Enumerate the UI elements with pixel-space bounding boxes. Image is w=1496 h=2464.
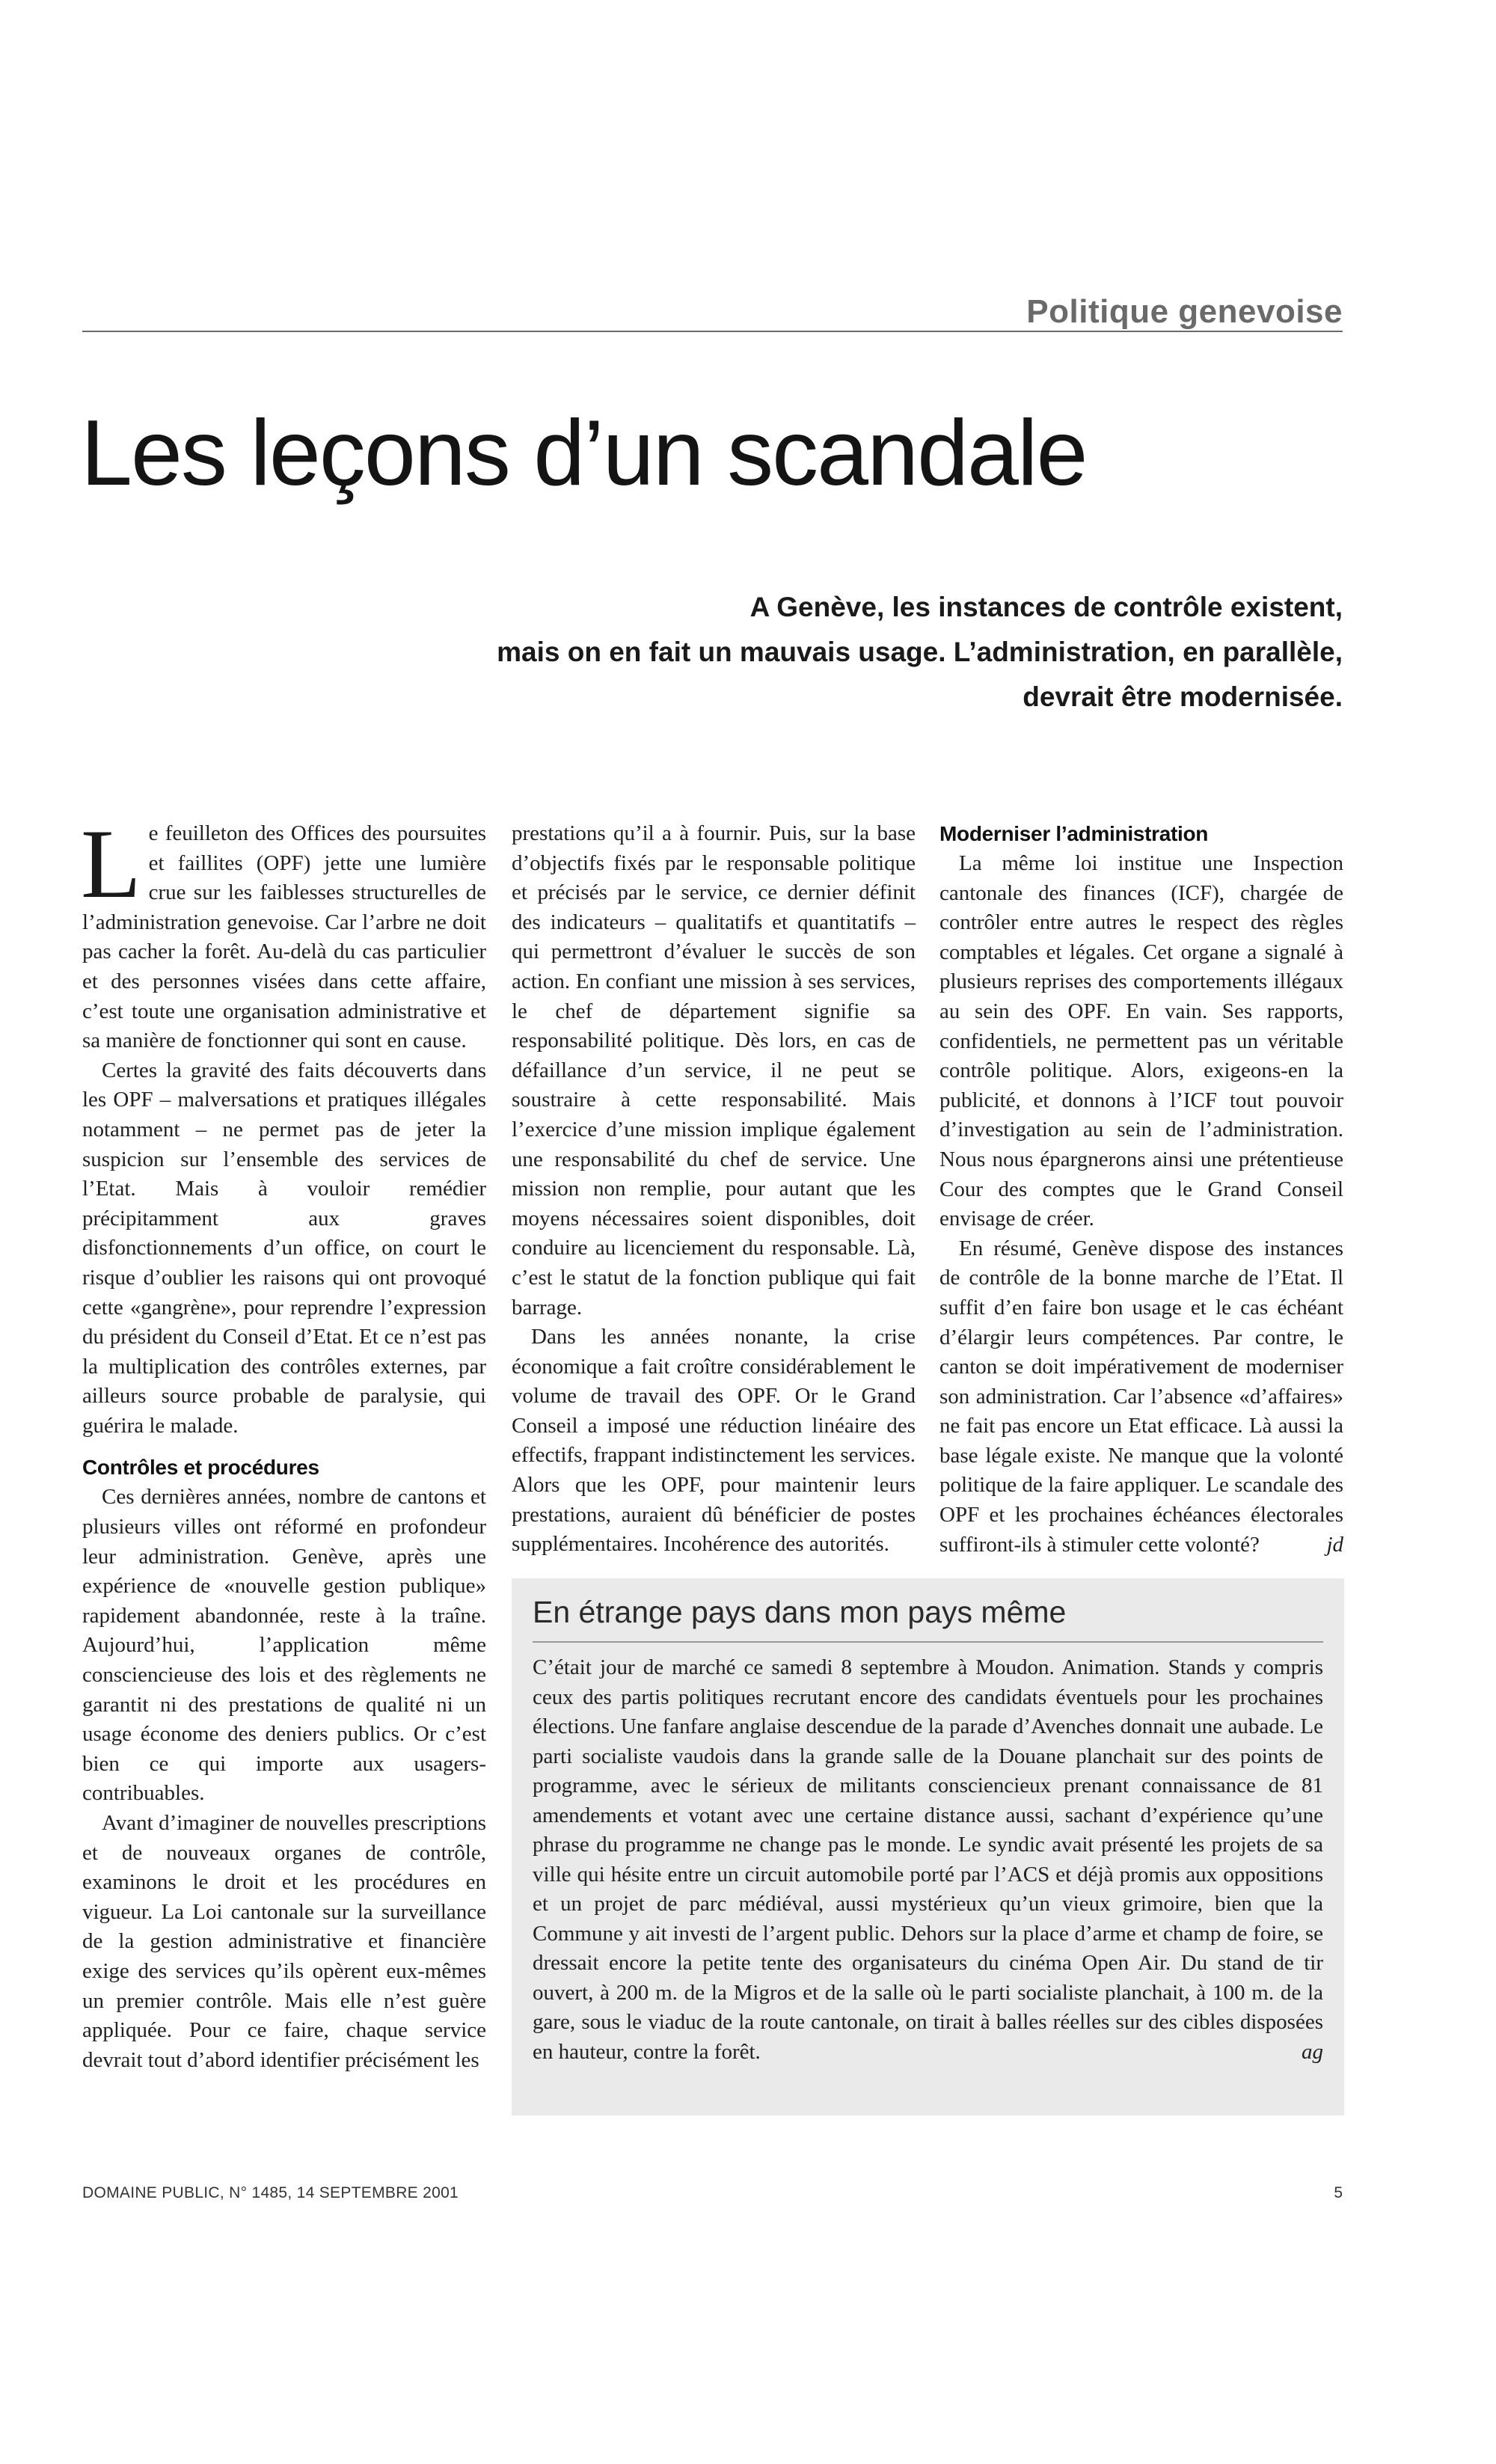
article-column-3: [939, 819, 1343, 1560]
author-signature: jd: [1326, 1532, 1343, 1557]
paragraph: [939, 1234, 1343, 1560]
section-label: Politique genevoise: [1026, 293, 1343, 330]
article-title: Les leçons d’un scandale: [81, 402, 1087, 505]
paragraph: Avant d’imaginer de nouvelles prescriptions et de nouveaux organes de contrôle, examinons le droit et les procédures en vigueur. La Loi cantonale sur la surveillance de la gestion administrative et financière exige des services qu’ils opèrent eux-mêmes un premier contrôle. Mais elle n’est guère appliquée. Pour ce faire, chaque service devrait tout d’abord identifier précisément les: [82, 1811, 486, 2072]
sidebar-divider: [533, 1641, 1323, 1643]
sidebar-title: En étrange pays dans mon pays même: [533, 1595, 1067, 1629]
drop-cap: L: [81, 809, 141, 919]
sidebar-text: C’était jour de marché ce samedi 8 septembre à Moudon. Animation. Stands y compris ceux des partis politiques recrutant encore des candidats éventuels pour les prochaines élections. Une fanfare anglaise descendue de la parade d’Avenches donnait une aubade. Le parti socialiste vaudois dans la grande salle de la Douane planchait sur des points de programme, avec le sérieux de militants consciencieux prenant connaissance de 81 amendements et votant avec une certaine distance aussi, sachant d’expérience qu’une phrase du programme ne change pas le monde. Le syndic avait présenté les projets de sa ville qui hésite entre un circuit automobile porté par l’ACS et déjà promis aux oppositions et un projet de parc médiéval, aussi mystérieux qu’un vieux grimoire, bien que la Commune y ait investi de l’argent public. Dehors sur la place d’arme et champ de foire, se dressait encore la petite tente des organisateurs du cinéma Open Air. Du stand de tir ouvert, à 200 m. de la Migros et de la salle où le parti socialiste planchait, à 100 m. de la gare, sous le viaduc de la route cantonale, on tirait à balles réelles sur des cibles disposées en hauteur, contre la forêt.: [533, 1655, 1323, 2064]
article-column-2: [512, 819, 916, 1560]
paragraph: Certes la gravité des faits découverts dans les OPF – malversations et pratiques illégales notamment – ne permet pas de jeter la suspicion sur l’ensemble des services de l’Etat. Mais à vouloir remédier précipitamment aux graves disfonctionnements d’un office, on court le risque d’oublier les raisons qui ont provoqué cette «gangrène», pour reprendre l’expression du président du Conseil d’Etat. Et ce n’est pas la multiplication des contrôles externes, par ailleurs source probable de paralysie, qui guérira le malade.: [82, 1058, 486, 1438]
article-column-1: [81, 809, 486, 2075]
section-heading: Moderniser l’administration: [939, 822, 1209, 845]
sidebar-box: [512, 1578, 1344, 2115]
paragraph: prestations qu’il a à fournir. Puis, sur la base d’objectifs fixés par le responsable politique et précisés par le service, ce dernier définit des indicateurs – qualitatifs et quantitatifs – qui permettront d’évaluer le succès de son action. En confiant une mission à ses services, le chef de département signifie sa responsabilité politique. Dès lors, en cas de défaillance d’un service, il ne peut se soustraire à cette responsabilité. Mais l’exercice d’une mission implique également une responsabilité du chef de service. Une mission non remplie, pour autant que les moyens nécessaires soient disponibles, doit conduire au licenciement du responsable. Là, c’est le statut de la fonction publique qui fait barrage.: [512, 821, 916, 1320]
page-number: 5: [1334, 2184, 1343, 2201]
article-subtitle: [295, 585, 1343, 720]
subtitle-line-2: mais on en fait un mauvais usage. L’administration, en parallèle,: [497, 637, 1343, 667]
sidebar-signature: ag: [1302, 2039, 1323, 2064]
section-heading: Contrôles et procédures: [82, 1456, 319, 1480]
footer-publication: DOMAINE PUBLIC, N° 1485, 14 SEPTEMBRE 2001: [82, 2184, 459, 2201]
paragraph-text: e feuilleton des Offices des poursuites et faillites (OPF) jette une lumière crue sur les faiblesses structurelles de l’administration genevoise. Car l’arbre ne doit pas cacher la forêt. Au-delà du cas particulier et des personnes visées dans cette affaire, c’est toute une organisation administrative et sa manière de fonctionner qui sont en cause.: [82, 821, 486, 1053]
paragraph: Dans les années nonante, la crise économique a fait croître considérablement le volume de travail des OPF. Or le Grand Conseil a imposé une réduction linéaire des effectifs, frappant indistinctement les services. Alors que les OPF, pour maintenir leurs prestations, auraient dû bénéficier de postes supplémentaires. Incohérence des autorités.: [512, 1325, 916, 1557]
sidebar-body: [533, 1653, 1323, 2067]
paragraph-text: En résumé, Genève dispose des instances de contrôle de la bonne marche de l’Etat. Il suffit d’en faire bon usage et le cas échéant d’élargir leurs compétences. Par contre, le canton se doit impérativement de moderniser son administration. Car l’absence «d’affaires» ne fait pas encore un Etat efficace. Là aussi la base légale existe. Ne manque que la volonté politique de la faire appliquer. Le scandale des OPF et les prochaines échéances électorales suffiront-ils à stimuler cette volonté?: [939, 1236, 1343, 1557]
subtitle-line-3: devrait être modernisée.: [1023, 681, 1343, 712]
paragraph: Ces dernières années, nombre de cantons et plusieurs villes ont réformé en profondeur leur administration. Genève, après une expérience de «nouvelle gestion publique» rapidement abandonnée, reste à la traîne. Aujourd’hui, l’application même consciencieuse des lois et des règlements ne garantit ni des prestations de qualité ni un usage économe des deniers publics. Or c’est bien ce qui importe aux usagers-contribuables.: [82, 1485, 486, 1806]
paragraph: La même loi institue une Inspection cantonale des finances (ICF), chargée de contrôler entre autres le respect des règles comptables et légales. Cet organe a signalé à plusieurs reprises des comportements illégaux au sein des OPF. En vain. Ses rapports, confidentiels, ne permettent pas un véritable contrôle politique. Alors, exigeons-en la publicité, et donnons à l’ICF tout pouvoir d’investigation au sein de l’administration. Nous nous épargnerons ainsi une prétentieuse Cour des comptes que le Grand Conseil envisage de créer.: [939, 851, 1343, 1231]
subtitle-line-1: A Genève, les instances de contrôle existent,: [749, 592, 1343, 622]
section-divider: [82, 331, 1343, 332]
paragraph: [81, 809, 486, 1056]
